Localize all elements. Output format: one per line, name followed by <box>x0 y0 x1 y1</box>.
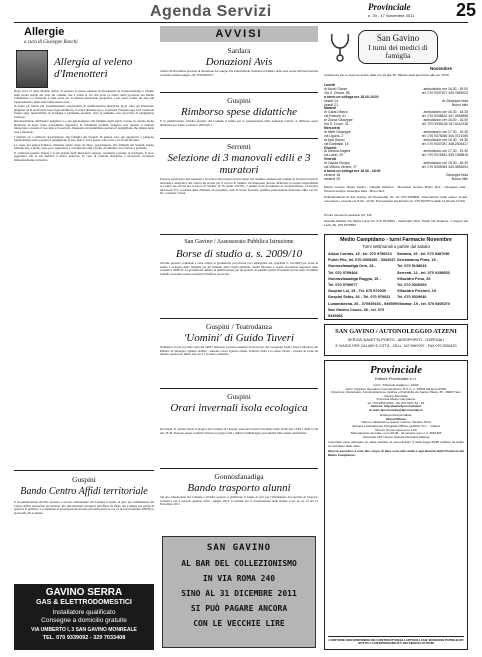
avvisi-title: Bando trasporto alunni <box>187 482 291 494</box>
avvisi-column <box>160 26 318 652</box>
medici-row-info: ambulatorio ore 17.30 - 19.30 <box>423 149 468 154</box>
bando-affidi-kicker: Guspini <box>72 475 96 484</box>
medici-row-name: a turno un collega ore 16.30 - 18.00 <box>324 168 381 173</box>
divider <box>160 388 318 389</box>
allergie-body <box>14 90 154 462</box>
medici-row-name: dr Apa Gianni <box>324 137 345 142</box>
avvisi-kicker: Guspini <box>227 392 251 401</box>
farmacia-entry: Gonnosfanadiga Orrù, 26 - <box>328 264 376 269</box>
stethoscope-icon <box>326 32 354 62</box>
medici-row-name: Mercoledì <box>324 125 340 130</box>
medici-row-info: tel. 070 9339083 349.3538494 <box>421 165 468 170</box>
section-title: Agenda Servizi <box>150 3 272 20</box>
colophon-line: tel. 070 9359 4033 - fax 070 6971 53 - 51 <box>367 400 425 405</box>
farmacie-title: Medio Campidano - turni Farmacie Novembre <box>340 237 452 243</box>
medici-footer: Medici sempre Mauro Carlisi - Claudia Sollazzo - Mercoledì sempre Bruno Idini - Giuseppe Idda - Giovedì sempre Giuseppe Idda - Bruno Idini <box>324 186 468 193</box>
author-photo <box>16 50 48 88</box>
medici-row-info: ambulatorio ore 16.00 - 18.00 <box>423 118 468 123</box>
medici-footer: Pronto intervento sanitario Tel. 118 <box>324 213 372 217</box>
gavino-serra-ad <box>14 584 154 650</box>
farmacia-entry: Tel. 070 9326093 <box>396 283 427 288</box>
farmacia-entry: Tel. 070 9138033 <box>396 264 427 269</box>
farmacia-entry: Sardara, 19 - tel. 070 9387096 <box>396 252 450 256</box>
allergie-paragraph: In Italia gli insetti più frequentemente responsabili di manifestazioni allergiche gravi sono gli Imenotteri pungitori ed in particolare l'ape (Apis mellifera), la vespa (Polistes spp.), il giallone (Vespula spp) ed il calabrone (Vespa spp). Quest'ultimo in Sardegna è raramente presente. Solo le femmine sono provviste di pungiglione velenoso. <box>14 104 154 119</box>
colophon-line: Abbonamento annuale: euro 40,00 - da versare sul c.c.p. 3661354 <box>350 431 442 436</box>
medici-row-name: dr Zucca Giuseppe <box>324 118 353 123</box>
divider <box>160 234 318 235</box>
allergie-paragraph: Dopo circa 15 anni abbiamo deciso di spostare la nostra stazione di rilevamento da Gonnosfanadiga a Sanluri sulla strada statale del polo del comune che è ormai la via che porta al centro della provincia del Medio Campidano. La decisione è stata presa per la diversa ubicazione geografica e per poter fornire un dato più rappresentativo della realtà della nostra zona. <box>14 90 154 104</box>
allergie-article <box>14 26 154 466</box>
autonoleggio-ad <box>324 324 468 356</box>
ad-line: SERVIZI NAVETTA PORTO - AEROPORTO - OSPEDALI <box>347 338 445 342</box>
farmacia-entry: Villacidro Fenu, 26 <box>396 276 431 281</box>
avvisi-title: Donazioni Avis <box>205 56 273 68</box>
farmacia-entry: Lunamatrona, 26 - 070939154 - 939599 <box>328 301 397 306</box>
medici-row-info: tel. 070 9337927 349.7669023 <box>421 90 468 95</box>
colophon-logo: Provinciale <box>370 364 422 376</box>
allergie-paragraph: Le vespe del genere Polistes, chiamate anche vespe da muro, appartengono alla famiglia dei Vespidi, hanno addome nero e giallo, sono poco aggressive e costruiscono nidi a forma di ombrello sotto tettoie e grondaie. <box>14 142 154 151</box>
colophon-publisher: Editore Provinciale s.r.l. <box>375 376 417 381</box>
avvisi-title: Orari invernali isola ecologica <box>170 402 308 414</box>
medici-table <box>324 84 468 184</box>
ad-line: SI PUÒ PAGARE ANCORA <box>190 604 288 613</box>
medici-row-name: dr Atzori Gianni <box>324 86 348 91</box>
farmacia-entry: Villacidro Piccioni, 19 <box>396 289 436 294</box>
avvisi-kicker: Guspini <box>227 96 251 105</box>
colophon-line: Il giornale viene stampato su carta riciclata. Ai sensi dell'art. 3 della legge 95/95 l'editore ha diritto al contributo dello stato. <box>328 440 464 448</box>
farmacia-entry: Tel. 070 9799077 <box>328 283 358 288</box>
medici-row-name: a turno un collega ore 18.00-19.00 <box>324 94 379 99</box>
divider <box>160 92 318 93</box>
medici-row-info: tel. 070 9338631 347.4938898 <box>421 114 468 119</box>
divider <box>160 318 318 319</box>
avvisi-text: È in pubblicazione all'Albo pretorio del Comune il bando per la presentazione delle domande relative al rimborso spese didattiche per l'anno scolastico 2010/2011. <box>160 120 318 127</box>
medici-row-name: dr Cauda Giorgio <box>324 161 350 166</box>
avvisi-text: Sabato 26 Novembre giornata di donazione del sangue. Per informazioni chiamare il numero della sede locale dell'associazione volontari italiani sangue, allo 070/9387921. <box>160 70 318 77</box>
colophon-line: Stampa e Allestimento Tipografia Officine grafiche S.r.l. - Ottana <box>352 424 440 429</box>
farmacia-entry: Serramanna Piras, 19 - <box>396 258 438 263</box>
medici-row-name: via Garibaldi, 15 <box>324 141 349 146</box>
medici-row-info: ambulatorio ore 15.30 - 16.30 <box>423 161 468 166</box>
medici-row-name: Martedì <box>324 106 337 111</box>
avvisi-title: Rimborso spese didattiche <box>180 106 298 118</box>
medici-row-info: Giuseppe Idda <box>445 172 468 177</box>
masthead-logo: Provinciale <box>368 2 411 12</box>
medici-row-info: tel. 070 9338136 347.6110238 <box>422 122 468 127</box>
farmacia-entry: Gonnosfanadiga Ruggiu, 19 - <box>328 276 381 281</box>
avvisi-text: Possono partecipare alla selezione i lavoratori disoccupati ed inoccupati che risultino residenti nel comune di Serrenti ed iscritti nell'elenco anagrafico del Centro dei servizi per il Lavoro di Sanluri. Gli interessati devono dichiarare la propria disponibilità al Centro dei servizi per il lavoro di Sanluri, in Via Ponte Vecchio, 7 muniti di un documento di riconoscimento. Lavoratori interessati 3+3, scadenza della chiamata 25 novembre, sede di lavoro Serrenti, qualifica professionale manovale edile, età 18-65. Contratto 3 mesi. <box>160 178 318 196</box>
colophon-line: Provincia Medio Campidano <box>376 397 416 402</box>
farmacia-entry: Serrenti, 12 - tel. 070 9159653 <box>396 270 450 275</box>
ad-line: Installatore qualificato <box>52 609 116 616</box>
colophon-line: Iscriz. Tribunale Cagliari n. 44/09 <box>373 383 419 387</box>
avvisi-title: Selezione di 3 manovali edili e 3 muratori <box>167 152 311 176</box>
ad-line: E VIAGGI PER CALIARI E CITTÀ - CELL. 347 6967097 - FAX 070 9339120 <box>335 344 457 348</box>
ad-phone: TEL. 070 9339092 - 329 7033408 <box>42 635 126 641</box>
colophon-line: Associato UDI Unione Stampa Periodica Italiana <box>362 434 430 439</box>
farmacia-entry: Tel. 070 9799468 <box>328 270 358 275</box>
avvisi-kicker: Serrenti <box>227 142 251 151</box>
allergie-paragraph: I gialloni ed i calabroni appartengono alla famiglia dei Vespidi. In genere sono più aggressivi e pungono ripetutamente senza perdere il pungiglione. Il loro nido si trova spesso sotto terra o in cavità dei muri. <box>14 134 154 143</box>
colophon-director-label: Direttore Responsabile: <box>379 413 413 418</box>
avvisi-text: Domenica 27 per la prima volta dal 1989 i danzatori possono assistere ad un lavoro del coreografo Guido Tuveri, Direttore del Balletto di Sardegna. Quattro uomini - Antonio Carta, Ignazio Nanni, Federico Tello e lo stesso Tuveri - portano in scena un intenso spettacolo. Inizio alle ore 21 al teatro comunale. <box>160 346 318 357</box>
medici-row-name: lunedì 14 <box>324 98 338 103</box>
ad-line: AL BAR DEL COLLEZIONISMO <box>181 559 297 568</box>
allergie-headline: Allergia al veleno d'Imenotteri <box>54 56 133 80</box>
medici-row-name: dr Mele Giuseppe <box>324 129 351 134</box>
header-divider <box>14 22 468 23</box>
avvisi-kicker: Sardara <box>227 46 251 55</box>
colophon-director: Gianni Manca <box>385 416 407 421</box>
medici-row-name: Lunedì <box>324 83 336 87</box>
medici-row-info: tel. 070 9375266 340.3721069 <box>421 133 468 138</box>
medici-row-name: dr Deiana Angela <box>324 149 351 154</box>
farmacia-entry: Arbus Corrias, 19 - tel. 070 9756013 <box>328 252 392 256</box>
medici-row-name: lunedì 21 <box>324 102 338 107</box>
farmacia-entry: Villamar, 19 - tel. 070 9306070 <box>396 301 450 306</box>
colophon <box>324 360 468 650</box>
farmacia-entry: San Gavino Cocco, 26 - tel. 070 9339066 <box>328 307 385 319</box>
avvisi-text: Sul sito istituzionale del Comune e all'Albo pretorio è pubblicato il bando di gara per l'affidamento del servizio di trasporto scolastico per il periodo gennaio 2012 - giugno 2013. Il termine per la presentazione delle istanze è per le ore 13 del 21 Novembre 2011. <box>160 496 318 507</box>
medici-row <box>324 178 468 182</box>
ad-line: CON LE VECCHIE LIRE <box>193 619 285 628</box>
avvisi-title: Borse di studio a. s. 2009/10 <box>175 248 303 260</box>
medici-row-name: Via S. Chiara, 98 <box>324 90 350 95</box>
medici-row-info: tel. 070 9375481 339.7468815 <box>421 153 468 158</box>
colophon-line: Questo periodico è nato allo scopo di dare voce alla realtà e agli abitanti della Provincia del Medio Campidano. <box>328 449 464 457</box>
medici-title: I turni dei medici di famiglia <box>368 43 428 60</box>
avvisi-kicker: Guspini / Teatrodanza <box>206 322 272 331</box>
ad-title: SAN GAVINO / AUTONOLEGGIO ATZENI <box>335 328 457 335</box>
medici-row-info: Bruno Idini <box>451 102 468 107</box>
farmacie-list-left <box>328 251 397 319</box>
page-number: 25 <box>456 0 477 20</box>
ad-address: VIA UMBERTO I, 3 SAN GAVINO MONREALE <box>31 627 137 633</box>
bando-affidi-text: È in pubblicazione all'Albo pretorio e sul sito istituzionale del Comune il bando di gara per l'affidamento del Centro Affidi territoriale provinciale. Per informazioni rivolgersi all'Ufficio di Piano del Comune nei giorni di apertura al pubblico. Le domande di partecipazione devono pervenire entro le ore 12 del 22 novembre all'Ufficio protocollo del Comune. <box>14 501 154 515</box>
medici-intro: Assistenza per le urgenze anche dalle ore 16 alle 20. Sabato studi aperti fino alle ore 10.00 <box>324 73 449 77</box>
ad-line: Consegne a domicilio gratuite <box>41 617 127 624</box>
issue-date: n. 20 - 17 Novembre 2011 <box>368 13 415 18</box>
medici-row-name: venerdì 18 <box>324 172 341 177</box>
medici-row-name: via Vittorio Veneto, 27 <box>324 165 357 170</box>
medici-row-name: Venerdì <box>324 157 337 162</box>
medici-footer: Poliambulatorio di San Gavino via Nuraxeddu, 81, tel. 070 9359661. Prenotazioni visite esami: lunedì, mercoledì e venerdì ore 8.00 - 12.00. Prenotazioni telefoniche tel. 070 6097574 (dalle 11.00 alle 13.00). <box>324 196 468 203</box>
allergie-author: a cura di Giuseppe Ronchi <box>24 40 78 45</box>
medici-footer: Guardia Medica Via Santa Lucia Tel. 070 9375254 - Veterinario Dott. Poddi Via Scipione, 1 angolo Via Lazio Tel. 070 9376584 <box>324 220 468 227</box>
divider <box>160 138 318 139</box>
medici-row-info: Bruno Idini <box>451 176 468 181</box>
farmacie-section <box>324 234 468 320</box>
allergie-paragraph: Riconoscimento dell'insetto pungitore. Le api appartengono alla famiglia degli Apidi, vivono in colonie molto numerose di arnie. Sono scarsamente aggressive in condizioni normali, pungono solo quando si sentono minacciate o quando il loro nido è in pericolo. Pungendo un mammifero perdono il pungiglione che rimane nella cute e muoiono. <box>14 119 154 135</box>
farmacie-subtitle: Turni settimanali a partire dal sabato <box>362 244 430 249</box>
colophon-link[interactable]: Internet: http://www.ilprovinciale.it <box>370 404 422 409</box>
ad-line: IN VIA ROMA 240 <box>202 574 276 583</box>
ad-line: SAN GAVINO <box>206 543 272 553</box>
farmacie-list-right <box>397 251 464 319</box>
medici-row-info: tel. 070 9337087 348.2306417 <box>421 141 468 146</box>
farmacia-entry: Tel. 070 9329046 <box>396 295 427 300</box>
medici-month: Novembre <box>430 66 453 71</box>
page-header <box>0 0 482 24</box>
colophon-line: Prezzo di una copia euro 1,00 <box>375 427 417 432</box>
collezionismo-ad <box>162 536 316 648</box>
farmacia-entry: Furtei Pilo, tel. 070 9305100 - 9302937 <box>328 258 396 263</box>
avvisi-kicker: San Gavino / Assessorato Pubblica Istruzione <box>184 239 294 245</box>
colophon-footnote: L'EDITORE NON RISPONDE DEI CONTENUTI DEGLI ARTICOLI CHE VENGONO PUBBLICATI SOTTO LA RESPONSABILITÀ DEI SINGOLI AUTORI <box>328 637 464 646</box>
medici-row-name: Giovedì <box>324 145 337 150</box>
ad-line: SINO AL 31 DICEMBRE 2011 <box>181 589 297 598</box>
medici-row-name: venerdì 25 <box>324 176 341 181</box>
medici-title-box <box>358 30 438 64</box>
medici-row-name: dr Garau Marco <box>324 110 348 115</box>
divider <box>160 468 318 469</box>
avvisi-title: 'Uomini' di Guido Tuveri <box>183 332 295 344</box>
colophon-line: Direzione, Redazione, Amministrazione, Grafica e Pubblicità via Santa Chiara, 35 - 09037 San Gavino Monreale <box>331 390 461 398</box>
ad-title: GAVINO SERRA <box>45 587 123 598</box>
colophon-email[interactable]: E-mail: ilprovinciale@ilprovinciale.it <box>369 407 423 412</box>
avvisi-kicker: Gonnosfanadiga <box>214 472 264 481</box>
colophon-line: Iscriz. Registro Operatori Comunicazione R.O.C. n. 19604 (all'anno 2006) <box>345 386 447 391</box>
allergie-paragraph: Il calabrone (genere Vespa) è il più grande degli Imenotteri europei, raramente presente in Sardegna. È poco aggressivo ma la sua puntura è molto dolorosa. In caso di reazioni allergiche è necessario rivolgersi immediatamente al medico. <box>14 150 154 162</box>
medici-row-info: ambulatorio ore 16.30 - 18.00 <box>423 86 468 91</box>
avvisi-text: Da lunedì 31 ottobre l'isola ecologica del Comune di Guspini osserverà l'orario invernale: dalle 10.00 alle 13.00 e dalle 15.30 alle 18.30. Possono essere conferiti all'isola ecologica tutti i rifiuti da imballaggio provenienti dalle utenze domestiche. <box>160 428 318 435</box>
medici-row-info: dr Giuseppe Idda <box>441 98 468 103</box>
medici-row-info: ambulatorio ore 16.30 - 18.30 <box>423 110 468 115</box>
bando-affidi-title: Bando Centro Affidi territoriale <box>20 486 148 497</box>
allergie-title: Allergie <box>24 26 65 38</box>
medici-row-name: via Liguria, 2 <box>324 133 344 138</box>
medici-town: San Gavino <box>376 33 420 43</box>
ad-subtitle: GAS & ELETTRODOMESTICI <box>36 599 132 606</box>
medici-row-info: ambulatorio ore 17.30 - 19.30 <box>423 129 468 134</box>
medici-row-name: Via S. Croce, 31 <box>324 122 349 127</box>
farmacia-entry: Guspini Loi, 19 - Tel. 070 970030 <box>328 289 386 294</box>
avvisi-banner: AVVISI <box>160 26 318 42</box>
farmacia-entry: Guspini Sebis, 26 - Tel. 070 970022 <box>328 295 391 300</box>
medici-row-name: via Rossini, 41 <box>324 114 347 119</box>
avvisi-text: All'albo pretorio comunale è stata affissa la graduatoria provvisoria (ex l'emergenza dei contributi L. 62/2000) per borse di studio a sostegno delle famiglie per gli studenti della scuola primaria, media inferiore e scuola secondaria superiore anno scolastico 2009/10. La graduatoria rimarrà in pubblicazione per un periodo di quindici giorni. Eventuali ricorsi entro il termine stabilito dovranno essere presentati all'ufficio protocollo. <box>160 262 318 276</box>
medici-row-name: via Lazio, 29 <box>324 153 344 158</box>
colophon-line: Hanno collaborato a questo numero: Stefano Tardi <box>361 420 431 425</box>
medici-row-info: ambulatorio ore 16.30 - 18.30 <box>423 137 468 142</box>
bando-affidi-article <box>14 470 154 580</box>
